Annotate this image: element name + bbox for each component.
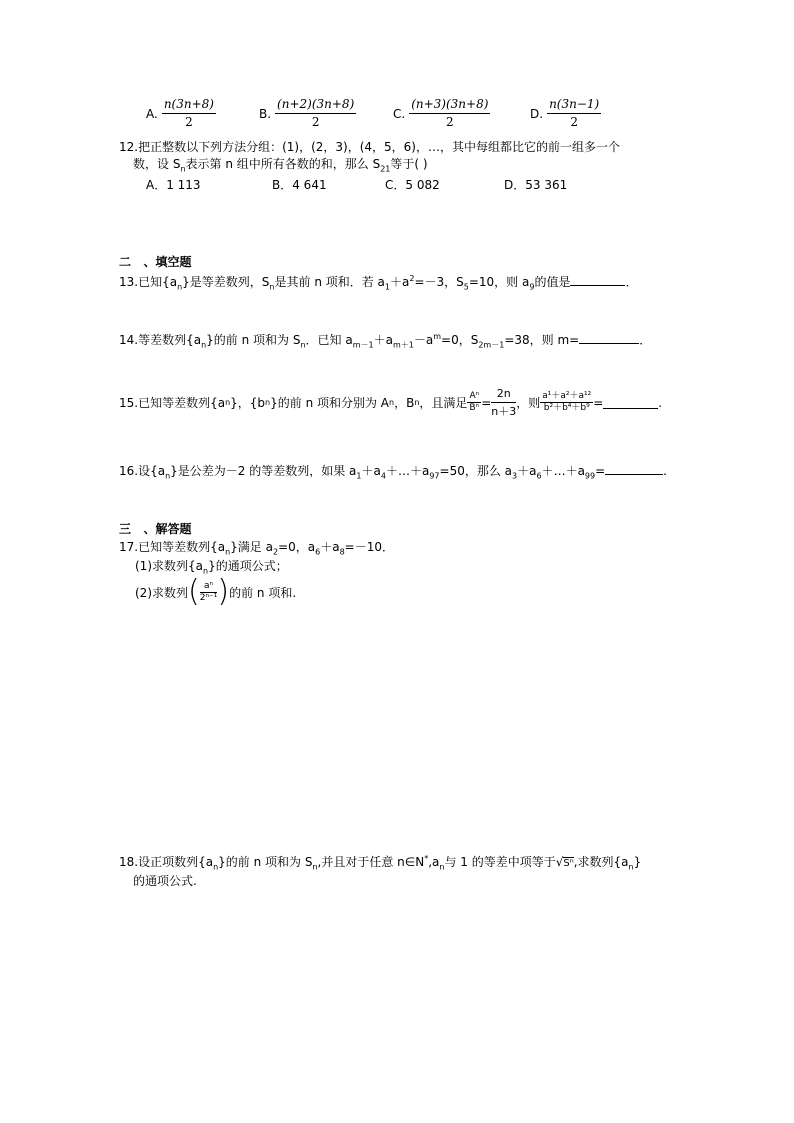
q16-answer-blank[interactable] — [605, 463, 663, 475]
q12-option-d: D．53 361 — [504, 178, 568, 192]
q17-fraction: $\frac{\text{aⁿ}}{\text{2ⁿ⁻¹}}$ — [199, 580, 218, 603]
section-solve-heading: 三 、解答题 — [119, 522, 192, 536]
q11-c-denominator: 2 — [445, 115, 454, 129]
q14: 14.等差数列$\{a_n\}$的前 n 项和为 $S_n$．已知 $a_{m-1}+a_{m+1}-a^m=0$，$S_{2m-1}=38$，则 m= ． — [119, 332, 652, 350]
q12-option-a: A．1 113 — [146, 178, 201, 192]
q11-option-c: C. $\frac{(n+3)(3n+8)}{2}$ — [393, 97, 489, 129]
q12-line2: 数，设 $S_n$表示第 n 组中所有各数的和，那么 $S_{21}$等于( ) — [133, 157, 428, 174]
q11-d-numerator: n(3n−1) — [547, 97, 601, 114]
q11-b-denominator: 2 — [311, 115, 320, 129]
q13: 13.已知$\{a_n\}$是等差数列，$S_n$是其前 n 项和．若 $a_1+a^2=-3$，$S_5=10$，则 $a_9$的值是 ． — [119, 274, 638, 292]
q18-line2: 的通项公式. — [133, 874, 197, 888]
q12-option-b: B．4 641 — [272, 178, 327, 192]
q15-fraction-sum: $\frac{\text{a¹＋a²＋a¹²}}{\text{b²＋b⁴＋b⁹}}$ — [542, 391, 592, 413]
q12-option-c: C．5 082 — [385, 178, 440, 192]
q17-part1: (1)求数列$\{a_n\}$的通项公式； — [135, 559, 288, 576]
q11-option-b: B. $\frac{(n+2)(3n+8)}{2}$ — [259, 97, 355, 129]
q11-b-numerator: (n+2)(3n+8) — [275, 97, 356, 114]
section-fill-in-heading: 二 、填空题 — [119, 255, 192, 269]
q16: 16.设$\{a_n\}$是公差为－2 的等差数列，如果 $a_1+a_4+\dots+a_{97}=50$，那么 $a_3+a_6+\dots+a_{99}=$ . — [119, 464, 667, 481]
q17: 17.已知等差数列$\{a_n\}$满足 $a_2=0$，$a_6+a_8=-10$． — [119, 540, 394, 557]
q18: 18.设正项数列$\{a_n\}$的前 n 项和为 $S_n$,并且对于任意 $n\in N^*,a_n$与 1 的等差中项等于√Sⁿ,求数列$\{a_n\}$ — [119, 854, 642, 872]
sqrt-icon: √ — [555, 855, 564, 869]
q11-a-numerator: n(3n+8) — [162, 97, 216, 114]
q12-line1: 12.把正整数以下列方法分组：(1)，(2，3)，(4，5，6)，…，其中每组都比它的前一组多一个 — [119, 140, 620, 154]
left-paren: ( — [188, 574, 200, 609]
q14-answer-blank[interactable] — [579, 332, 639, 344]
q11-option-a: A. $\frac{n(3n+8)}{2}$ — [146, 97, 214, 129]
q15: 15.已知等差数列{a n }，{b n }的前 n 项和分别为 A n ，B n ，且满足 $\frac{\text{Aⁿ}}{\text{Bⁿ}}$ = $\frac{2n}{n+3}$ ，则 $\frac{\text{a¹＋a²＋a¹²}}{\text{b²＋b⁴＋b⁹}}$ = . — [119, 387, 663, 418]
q11-d-denominator: 2 — [570, 115, 578, 129]
q17-part2: (2)求数列 ( $\frac{\text{aⁿ}}{\text{2ⁿ⁻¹}}$ ) 的前 n 项和. — [135, 574, 297, 609]
q15-fraction-ab: $\frac{\text{Aⁿ}}{\text{Bⁿ}}$ — [469, 391, 480, 413]
q11-option-d: D. $\frac{n(3n-1)}{2}$ — [530, 97, 600, 129]
right-paren: ) — [217, 574, 230, 609]
q15-fraction-2n: $\frac{2n}{n+3}$ — [491, 387, 517, 418]
q11-c-numerator: (n+3)(3n+8) — [409, 97, 490, 114]
q11-a-denominator: 2 — [185, 115, 193, 129]
q13-answer-blank[interactable] — [570, 274, 625, 286]
sqrt-radicand: Sⁿ — [563, 858, 574, 869]
q15-answer-blank[interactable] — [603, 397, 658, 409]
